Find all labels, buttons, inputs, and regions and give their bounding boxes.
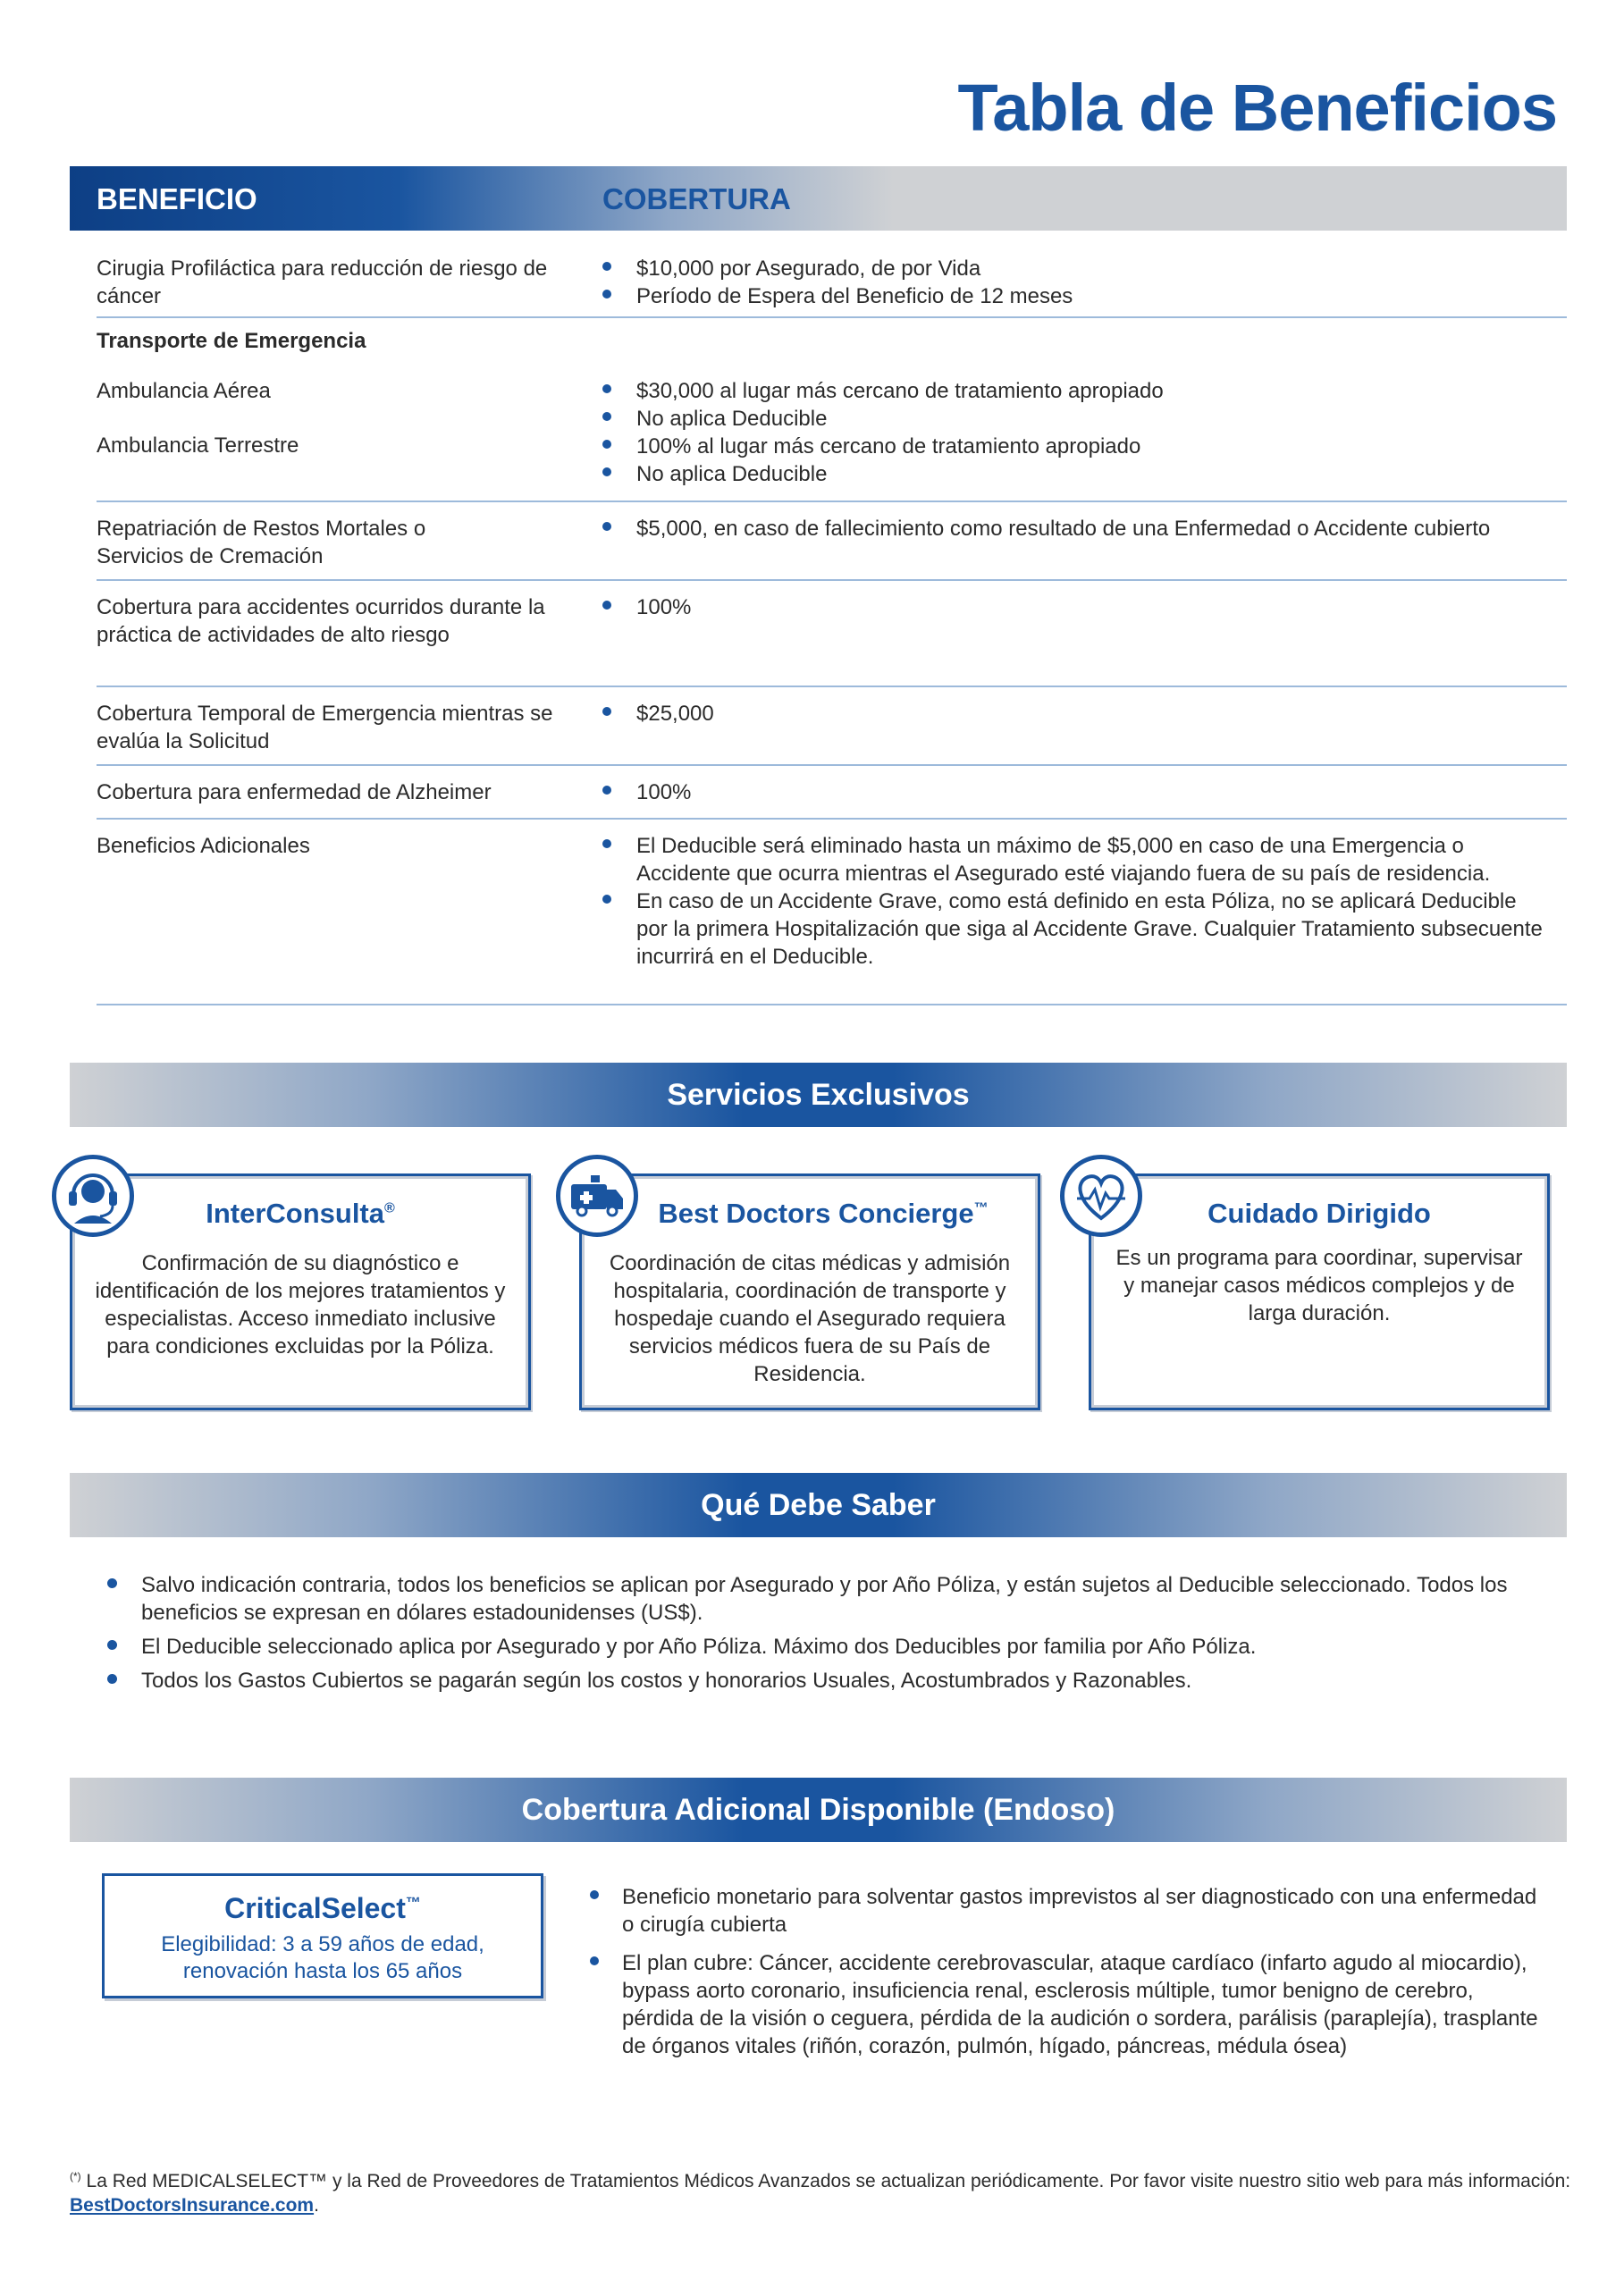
list-item: Salvo indicación contraria, todos los beneficios se aplican por Asegurado y por Año Póliza, y están sujetos al Deducible seleccionado. Todos los beneficios se expresan en dólares estadounidenses (US$). [141, 1571, 1536, 1627]
coverage-list [636, 255, 1566, 310]
card-title: Best Doctors Concierge™ [658, 1198, 989, 1229]
adicional-list [622, 1883, 1543, 2071]
benefit-label: Repatriación de Restos Mortales o Servicios de Cremación [97, 517, 426, 568]
benefit-label: Ambulancia Aérea [97, 379, 271, 403]
benefit-section-heading: Transporte de Emergencia [97, 329, 366, 353]
card-text: Confirmación de su diagnóstico e identificación de los mejores tratamientos y especialistas. Acceso inmediato inclusive para condiciones excluidas por la Póliza. [95, 1251, 506, 1358]
eligibility-line: Elegibilidad: 3 a 59 años de edad, [161, 1932, 484, 1956]
renewal-line: renovación hasta los 65 años [182, 1959, 463, 1983]
card-text: Coordinación de citas médicas y admisión hospitalaria, coordinación de transporte y hospedaje cuando el Asegurado requiera servicios médicos fuera de su País de Residencia. [609, 1251, 1011, 1386]
table-row [97, 581, 1567, 687]
list-item: El Deducible seleccionado aplica por Asegurado y por Año Póliza. Máximo dos Deducibles por familia por Año Póliza. [141, 1633, 1536, 1661]
ambulance-icon [556, 1155, 638, 1237]
list-item: En caso de un Accidente Grave, como está definido en esta Póliza, no se aplicará Deducible por la primera Hospitalización que siga al Accidente Grave. Cualquier Tratamiento subsecuente incurrirá en el Deducible. [636, 887, 1548, 971]
footnote-mark: (*) [70, 2170, 81, 2183]
list-item: 100% [636, 593, 1566, 621]
coverage-list [636, 515, 1494, 543]
service-card-concierge [579, 1173, 1040, 1410]
list-item: 100% [636, 778, 1566, 806]
service-card-interconsulta [70, 1173, 531, 1410]
benefit-label: Cobertura para enfermedad de Alzheimer [97, 780, 492, 804]
coverage-list [636, 377, 1566, 488]
card-title: Cuidado Dirigido [1207, 1198, 1431, 1229]
table-row [97, 255, 1567, 318]
coverage-list [636, 700, 1566, 728]
list-item: El plan cubre: Cáncer, accidente cerebrovascular, ataque cardíaco (infarto agudo al miocardio), bypass aorto coronario, insuficiencia renal, esclerosis múltiple, tumor benigno de cerebro, pérdida de la visión o ceguera, pérdida de la audición o sordera, parálisis (paraplejía), trasplante de órganos vitales (riñón, corazón, pulmón, hígado, páncreas, médula ósea) [622, 1949, 1543, 2060]
card-title: InterConsulta® [206, 1198, 395, 1229]
criticalselect-box [102, 1873, 543, 1998]
section-heading-saber: Qué Debe Saber [70, 1473, 1567, 1537]
box-eligibility [105, 1931, 541, 1985]
table-row [97, 820, 1567, 1005]
list-item: El Deducible será eliminado hasta un máximo de $5,000 en caso de una Emergencia o Accidente que ocurra mientras el Asegurado esté viajando fuera de su país de residencia. [636, 832, 1548, 887]
list-item: $30,000 al lugar más cercano de tratamiento apropiado [636, 377, 1566, 405]
footer-text: La Red MEDICALSELECT™ y la Red de Proveedores de Tratamientos Médicos Avanzados se actualizan periódicamente. Por favor visite nuestro sitio web para más información: [86, 2171, 1571, 2191]
list-item: No aplica Deducible [636, 460, 1566, 488]
list-item: $10,000 por Asegurado, de por Vida [636, 255, 1566, 282]
box-title: CriticalSelect™ [224, 1892, 421, 1924]
footer-end: . [314, 2195, 319, 2216]
list-item: Todos los Gastos Cubiertos se pagarán según los costos y honorarios Usuales, Acostumbrados y Razonables. [141, 1667, 1536, 1695]
benefit-label: Cobertura Temporal de Emergencia mientras se evalúa la Solicitud [97, 702, 553, 753]
heart-pulse-icon [1060, 1155, 1142, 1237]
list-item: 100% al lugar más cercano de tratamiento apropiado [636, 433, 1566, 460]
list-item: Período de Espera del Beneficio de 12 meses [636, 282, 1566, 310]
service-card-cuidado [1089, 1173, 1550, 1410]
footer-note [70, 2165, 1571, 2217]
card-text: Es un programa para coordinar, supervisar y manejar casos médicos complejos y de larga duración. [1115, 1246, 1523, 1325]
coverage-list [636, 832, 1548, 971]
column-header-benefit: BENEFICIO [97, 182, 257, 215]
list-item: No aplica Deducible [636, 405, 1566, 433]
list-item: Beneficio monetario para solventar gastos imprevistos al ser diagnosticado con una enfermedad o cirugía cubierta [622, 1883, 1543, 1939]
benefit-label: Beneficios Adicionales [97, 834, 310, 858]
section-heading-adicional: Cobertura Adicional Disponible (Endoso) [70, 1778, 1567, 1842]
section-heading-servicios: Servicios Exclusivos [70, 1063, 1567, 1127]
website-link[interactable]: BestDoctorsInsurance.com [70, 2195, 315, 2216]
table-row [97, 766, 1567, 820]
table-row [97, 318, 1567, 502]
table-header [70, 166, 1567, 231]
list-item: $25,000 [636, 700, 1566, 728]
saber-list [141, 1571, 1536, 1701]
column-header-coverage: COBERTURA [602, 182, 791, 215]
benefit-label: Ambulancia Terrestre [97, 433, 299, 458]
benefits-table [97, 255, 1567, 1005]
coverage-list [636, 778, 1566, 806]
coverage-list [636, 593, 1566, 621]
benefit-label: Cirugia Profiláctica para reducción de riesgo de cáncer [97, 257, 548, 308]
headset-icon [52, 1155, 134, 1237]
list-item: $5,000, en caso de fallecimiento como resultado de una Enfermedad o Accidente cubierto [636, 515, 1494, 543]
page-title: Tabla de Beneficios [957, 71, 1557, 145]
table-row [97, 687, 1567, 766]
benefit-label: Cobertura para accidentes ocurridos durante la práctica de actividades de alto riesgo [97, 595, 545, 647]
table-row [97, 502, 1567, 581]
